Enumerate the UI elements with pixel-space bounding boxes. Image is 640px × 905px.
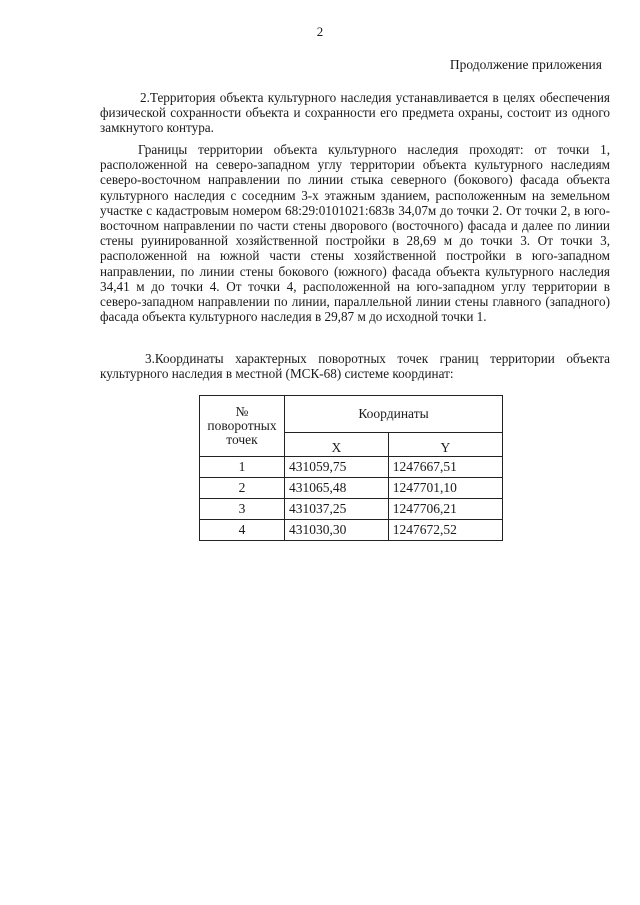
paragraph-boundaries: Границы территории объекта культурного наследия проходят: от точки 1, расположенной на северо-западном углу территории объекта культурного наследиям северо-восточном направлении по линии стыка северного (бокового) фасада объекта культурного наследия с соседним 3-х этажным зданием, расположенным на земельном участке с кадастровым номером 68:29:0101021:683в 34,07м до точки 2. От точки 2, в юго-восточном направлении по части стены дворового (восточного) фасада и далее по линии стены руинированной хозяйственной постройки в 28,69 м до точки 3. От точки 3, расположенной на южной части стены хозяйственной постройки в юго-западном направлении, по линии стены бокового (южного) фасада объекта культурного наследия 34,41 м до точки 4. От точки 4, расположенной на юго-западном углу территории в северо-западном направлении по линии, параллельной линии стены главного (западного) фасада объекта культурного наследия в 29,87 м до исходной точки 1. <box>100 142 610 325</box>
header-y: Y <box>388 432 502 456</box>
table-row <box>200 457 503 478</box>
paragraph-territory: 2.Территория объекта культурного наследия устанавливается в целях обеспечения физической сохранности объекта и сохранности его предмета охраны, состоит из одного замкнутого контура. <box>100 90 610 136</box>
table-row <box>200 478 503 499</box>
coord-x: 431065,48 <box>285 478 389 499</box>
point-number: 3 <box>200 499 285 520</box>
coord-y: 1247672,52 <box>388 520 502 541</box>
table-row <box>200 520 503 541</box>
paragraph-coordinates: 3.Координаты характерных поворотных точек границ территории объекта культурного наследия в местной (МСК-68) системе координат: <box>100 351 610 382</box>
continuation-heading: Продолжение приложения <box>449 57 602 72</box>
header-x: X <box>285 432 389 456</box>
point-number: 2 <box>200 478 285 499</box>
coord-y: 1247706,21 <box>388 499 502 520</box>
point-number: 4 <box>200 520 285 541</box>
table-row <box>200 499 503 520</box>
point-number: 1 <box>200 457 285 478</box>
coord-x: 431037,25 <box>285 499 389 520</box>
coordinates-table <box>199 395 503 541</box>
header-point-number: № поворотных точек <box>200 396 285 457</box>
coord-y: 1247667,51 <box>388 457 502 478</box>
coord-x: 431030,30 <box>285 520 389 541</box>
coord-x: 431059,75 <box>285 457 389 478</box>
header-coordinates: Координаты <box>285 396 503 433</box>
coord-y: 1247701,10 <box>388 478 502 499</box>
page-number: 2 <box>316 24 324 39</box>
